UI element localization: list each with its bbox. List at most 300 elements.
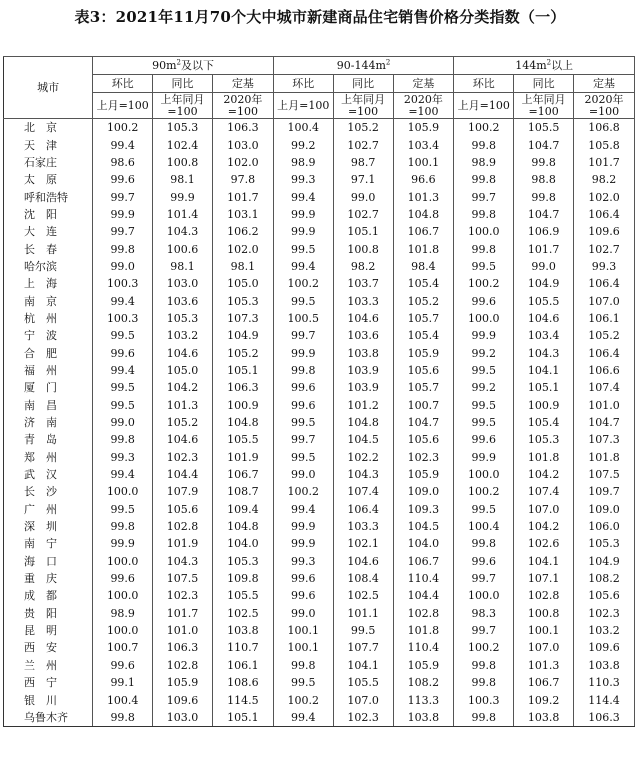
index-value: 99.2 (273, 136, 333, 153)
table-row (4, 136, 635, 153)
table-row (4, 414, 635, 431)
table-row (4, 206, 635, 223)
city-name: 哈尔滨 (4, 258, 93, 275)
index-value: 100.2 (273, 691, 333, 708)
index-value: 105.9 (153, 674, 213, 691)
group-header: $90-144m^2$ (273, 57, 454, 75)
index-value: 97.8 (212, 171, 273, 188)
table-row (4, 553, 635, 570)
index-value: 103.2 (153, 327, 213, 344)
index-value: 102.4 (153, 136, 213, 153)
index-value: 100.0 (93, 483, 153, 500)
index-value: 99.3 (93, 449, 153, 466)
index-value: 100.2 (454, 119, 514, 137)
index-value: 99.3 (574, 258, 635, 275)
city-name: 南 昌 (4, 397, 93, 414)
city-name: 石家庄 (4, 154, 93, 171)
index-value: 104.7 (514, 206, 574, 223)
index-value: 106.7 (212, 466, 273, 483)
base-header: 上年同月 =100 (153, 93, 213, 119)
index-value: 107.0 (514, 639, 574, 656)
index-value: 103.0 (153, 275, 213, 292)
index-value: 104.6 (514, 310, 574, 327)
index-value: 100.9 (514, 397, 574, 414)
index-value: 104.8 (333, 414, 393, 431)
index-value: 105.3 (574, 535, 635, 552)
index-value: 109.6 (574, 639, 635, 656)
index-value: 102.8 (514, 587, 574, 604)
index-value: 104.9 (574, 553, 635, 570)
index-value: 108.4 (333, 570, 393, 587)
index-value: 98.3 (454, 605, 514, 622)
city-name: 武 汉 (4, 466, 93, 483)
index-value: 99.4 (93, 292, 153, 309)
index-value: 99.8 (93, 431, 153, 448)
index-value: 105.1 (514, 379, 574, 396)
table-row (4, 691, 635, 708)
index-value: 99.5 (273, 292, 333, 309)
index-value: 102.3 (574, 605, 635, 622)
index-value: 105.5 (212, 587, 273, 604)
index-value: 99.5 (454, 414, 514, 431)
index-value: 99.8 (273, 657, 333, 674)
city-name: 济 南 (4, 414, 93, 431)
city-name: 海 口 (4, 553, 93, 570)
city-column-header: 城市 (4, 57, 93, 119)
index-value: 109.6 (574, 223, 635, 240)
index-value: 104.7 (574, 414, 635, 431)
index-value: 106.0 (574, 518, 635, 535)
index-value: 107.5 (574, 466, 635, 483)
index-value: 99.8 (454, 206, 514, 223)
index-value: 108.2 (574, 570, 635, 587)
index-value: 99.6 (273, 587, 333, 604)
group-header: $144m^2$以上 (454, 57, 635, 75)
index-value: 99.8 (454, 136, 514, 153)
index-value: 103.8 (333, 344, 393, 361)
city-name: 沈 阳 (4, 206, 93, 223)
table-row (4, 240, 635, 257)
index-value: 99.8 (454, 171, 514, 188)
index-value: 99.9 (273, 206, 333, 223)
index-value: 105.4 (393, 327, 454, 344)
index-value: 99.8 (454, 657, 514, 674)
index-value: 100.2 (273, 275, 333, 292)
sub-header: 环比 (93, 75, 153, 93)
index-value: 106.4 (574, 344, 635, 361)
index-value: 101.7 (574, 154, 635, 171)
index-value: 99.4 (93, 136, 153, 153)
index-value: 100.8 (153, 154, 213, 171)
city-name: 杭 州 (4, 310, 93, 327)
city-name: 合 肥 (4, 344, 93, 361)
index-value: 107.0 (514, 501, 574, 518)
index-value: 102.1 (333, 535, 393, 552)
index-value: 109.2 (514, 691, 574, 708)
city-name: 呼和浩特 (4, 188, 93, 205)
index-value: 99.9 (273, 344, 333, 361)
sub-header: 环比 (273, 75, 333, 93)
index-value: 100.2 (273, 483, 333, 500)
base-header: 上月=100 (273, 93, 333, 119)
index-value: 105.9 (393, 119, 454, 137)
index-value: 100.0 (93, 587, 153, 604)
index-value: 102.8 (153, 518, 213, 535)
index-value: 109.0 (393, 483, 454, 500)
city-name: 南 宁 (4, 535, 93, 552)
index-value: 106.8 (574, 119, 635, 137)
index-value: 104.6 (333, 310, 393, 327)
index-value: 102.5 (333, 587, 393, 604)
index-value: 98.1 (153, 258, 213, 275)
index-value: 101.9 (153, 535, 213, 552)
base-header: 上月=100 (93, 93, 153, 119)
index-value: 103.4 (393, 136, 454, 153)
index-value: 99.8 (93, 709, 153, 727)
table-row (4, 258, 635, 275)
index-value: 101.3 (153, 397, 213, 414)
index-value: 110.7 (212, 639, 273, 656)
index-value: 104.3 (153, 553, 213, 570)
index-value: 100.1 (393, 154, 454, 171)
index-value: 100.0 (454, 587, 514, 604)
index-value: 99.0 (333, 188, 393, 205)
index-value: 99.9 (273, 518, 333, 535)
index-value: 107.4 (514, 483, 574, 500)
index-value: 99.5 (93, 327, 153, 344)
index-value: 106.3 (212, 379, 273, 396)
index-value: 97.1 (333, 171, 393, 188)
index-value: 106.7 (393, 223, 454, 240)
index-value: 101.0 (153, 622, 213, 639)
index-value: 102.3 (153, 587, 213, 604)
index-value: 113.3 (393, 691, 454, 708)
index-value: 106.6 (574, 362, 635, 379)
index-value: 106.9 (514, 223, 574, 240)
index-value: 99.6 (93, 657, 153, 674)
index-value: 110.4 (393, 570, 454, 587)
index-value: 103.8 (393, 709, 454, 727)
index-value: 114.4 (574, 691, 635, 708)
table-row (4, 397, 635, 414)
city-name: 银 川 (4, 691, 93, 708)
index-value: 98.9 (273, 154, 333, 171)
index-value: 101.9 (212, 449, 273, 466)
index-value: 105.7 (393, 379, 454, 396)
index-value: 104.9 (212, 327, 273, 344)
index-value: 104.7 (393, 414, 454, 431)
index-value: 99.6 (93, 344, 153, 361)
index-value: 109.7 (574, 483, 635, 500)
index-value: 99.6 (273, 379, 333, 396)
index-value: 99.7 (93, 223, 153, 240)
index-value: 99.4 (273, 258, 333, 275)
index-value: 107.4 (574, 379, 635, 396)
index-value: 103.8 (212, 622, 273, 639)
index-value: 100.5 (273, 310, 333, 327)
index-value: 108.2 (393, 674, 454, 691)
city-name: 昆 明 (4, 622, 93, 639)
table-row (4, 587, 635, 604)
index-value: 100.2 (454, 639, 514, 656)
table-row (4, 535, 635, 552)
index-value: 100.3 (93, 275, 153, 292)
index-value: 99.2 (454, 344, 514, 361)
index-value: 102.0 (574, 188, 635, 205)
base-header: 上年同月 =100 (333, 93, 393, 119)
index-value: 101.1 (333, 605, 393, 622)
table-row (4, 570, 635, 587)
table-row (4, 501, 635, 518)
table-row (4, 431, 635, 448)
index-value: 107.0 (574, 292, 635, 309)
index-value: 107.3 (574, 431, 635, 448)
index-value: 99.7 (93, 188, 153, 205)
table-row (4, 657, 635, 674)
index-value: 105.6 (153, 501, 213, 518)
index-value: 104.8 (393, 206, 454, 223)
index-value: 102.7 (574, 240, 635, 257)
city-name: 重 庆 (4, 570, 93, 587)
table-row (4, 327, 635, 344)
index-value: 99.8 (514, 188, 574, 205)
index-value: 99.3 (273, 553, 333, 570)
index-value: 106.1 (212, 657, 273, 674)
index-value: 105.2 (574, 327, 635, 344)
index-value: 99.6 (273, 397, 333, 414)
index-value: 108.6 (212, 674, 273, 691)
table-row (4, 223, 635, 240)
city-name: 深 圳 (4, 518, 93, 535)
index-value: 104.3 (514, 344, 574, 361)
index-value: 99.0 (93, 414, 153, 431)
index-value: 99.6 (93, 171, 153, 188)
index-value: 102.3 (333, 709, 393, 727)
index-value: 99.9 (273, 535, 333, 552)
index-value: 103.7 (333, 275, 393, 292)
index-value: 101.7 (514, 240, 574, 257)
index-value: 107.3 (212, 310, 273, 327)
index-value: 101.8 (393, 622, 454, 639)
index-value: 99.6 (454, 431, 514, 448)
index-value: 105.2 (153, 414, 213, 431)
table-row (4, 622, 635, 639)
index-value: 100.4 (273, 119, 333, 137)
index-value: 99.4 (273, 501, 333, 518)
index-value: 105.5 (514, 119, 574, 137)
index-value: 107.1 (514, 570, 574, 587)
index-value: 98.2 (574, 171, 635, 188)
index-value: 99.9 (273, 223, 333, 240)
index-value: 103.0 (212, 136, 273, 153)
table-row (4, 639, 635, 656)
index-value: 105.2 (393, 292, 454, 309)
index-value: 104.8 (212, 414, 273, 431)
index-value: 104.7 (514, 136, 574, 153)
index-value: 98.7 (333, 154, 393, 171)
index-value: 99.4 (273, 709, 333, 727)
sub-header: 定基 (212, 75, 273, 93)
index-value: 99.8 (454, 674, 514, 691)
index-value: 100.1 (514, 622, 574, 639)
table-row (4, 674, 635, 691)
index-value: 102.2 (333, 449, 393, 466)
index-value: 99.6 (454, 553, 514, 570)
table-row (4, 275, 635, 292)
city-name: 广 州 (4, 501, 93, 518)
table-row (4, 605, 635, 622)
index-value: 98.2 (333, 258, 393, 275)
index-value: 104.6 (153, 344, 213, 361)
index-value: 105.1 (212, 709, 273, 727)
sub-header: 同比 (153, 75, 213, 93)
index-value: 105.2 (212, 344, 273, 361)
index-value: 106.4 (574, 275, 635, 292)
index-value: 99.8 (93, 518, 153, 535)
index-value: 99.8 (454, 709, 514, 727)
index-value: 110.3 (574, 674, 635, 691)
index-value: 100.0 (93, 622, 153, 639)
index-value: 105.1 (333, 223, 393, 240)
index-value: 109.3 (393, 501, 454, 518)
city-name: 宁 波 (4, 327, 93, 344)
index-value: 99.7 (454, 188, 514, 205)
index-value: 105.1 (212, 362, 273, 379)
city-name: 北 京 (4, 119, 93, 137)
index-value: 99.6 (93, 570, 153, 587)
city-name: 西 安 (4, 639, 93, 656)
index-value: 99.1 (93, 674, 153, 691)
index-value: 106.7 (514, 674, 574, 691)
index-value: 107.0 (333, 691, 393, 708)
index-value: 105.7 (393, 310, 454, 327)
table-row (4, 483, 635, 500)
table-row (4, 171, 635, 188)
index-value: 105.3 (153, 119, 213, 137)
index-value: 99.8 (454, 535, 514, 552)
index-value: 104.1 (514, 362, 574, 379)
table-row (4, 518, 635, 535)
index-value: 100.9 (212, 397, 273, 414)
city-name: 长 春 (4, 240, 93, 257)
index-value: 106.4 (574, 206, 635, 223)
index-value: 104.0 (393, 535, 454, 552)
index-value: 105.4 (393, 275, 454, 292)
index-value: 105.9 (393, 466, 454, 483)
base-header: 2020年 =100 (574, 93, 635, 119)
price-index-table (3, 56, 635, 727)
index-value: 101.8 (574, 449, 635, 466)
index-value: 104.9 (514, 275, 574, 292)
index-value: 99.9 (454, 327, 514, 344)
index-value: 98.1 (153, 171, 213, 188)
index-value: 104.4 (393, 587, 454, 604)
index-value: 107.5 (153, 570, 213, 587)
index-value: 108.7 (212, 483, 273, 500)
index-value: 100.3 (454, 691, 514, 708)
index-value: 99.5 (273, 449, 333, 466)
index-value: 100.8 (333, 240, 393, 257)
index-value: 101.8 (514, 449, 574, 466)
index-value: 99.5 (454, 258, 514, 275)
index-value: 114.5 (212, 691, 273, 708)
city-name: 西 宁 (4, 674, 93, 691)
index-value: 98.1 (212, 258, 273, 275)
city-name: 兰 州 (4, 657, 93, 674)
city-name: 天 津 (4, 136, 93, 153)
index-value: 99.5 (454, 362, 514, 379)
index-value: 101.8 (393, 240, 454, 257)
index-value: 101.0 (574, 397, 635, 414)
base-header: 2020年 =100 (212, 93, 273, 119)
index-value: 104.2 (153, 379, 213, 396)
index-value: 100.7 (93, 639, 153, 656)
index-value: 105.5 (514, 292, 574, 309)
index-value: 105.3 (153, 310, 213, 327)
city-name: 长 沙 (4, 483, 93, 500)
base-header: 上月=100 (454, 93, 514, 119)
index-value: 102.0 (212, 240, 273, 257)
index-value: 104.8 (212, 518, 273, 535)
index-value: 104.1 (333, 657, 393, 674)
index-value: 99.0 (514, 258, 574, 275)
index-value: 109.6 (153, 691, 213, 708)
index-value: 104.0 (212, 535, 273, 552)
index-value: 103.0 (153, 709, 213, 727)
index-value: 99.5 (93, 379, 153, 396)
index-value: 104.4 (153, 466, 213, 483)
index-value: 102.6 (514, 535, 574, 552)
index-value: 106.3 (153, 639, 213, 656)
index-value: 98.4 (393, 258, 454, 275)
index-value: 101.2 (333, 397, 393, 414)
index-value: 104.5 (333, 431, 393, 448)
index-value: 103.9 (333, 379, 393, 396)
index-value: 99.5 (273, 674, 333, 691)
index-value: 102.8 (393, 605, 454, 622)
index-value: 99.7 (273, 327, 333, 344)
index-value: 103.3 (333, 292, 393, 309)
index-value: 96.6 (393, 171, 454, 188)
index-value: 100.0 (454, 310, 514, 327)
index-value: 99.0 (273, 605, 333, 622)
city-name: 贵 阳 (4, 605, 93, 622)
index-value: 102.7 (333, 206, 393, 223)
table-row (4, 119, 635, 137)
index-value: 104.6 (153, 431, 213, 448)
index-value: 105.5 (333, 674, 393, 691)
base-header: 2020年 =100 (393, 93, 454, 119)
index-value: 99.8 (273, 362, 333, 379)
index-value: 99.3 (273, 171, 333, 188)
index-value: 105.4 (514, 414, 574, 431)
index-value: 100.2 (454, 275, 514, 292)
table-row (4, 154, 635, 171)
city-name: 福 州 (4, 362, 93, 379)
index-value: 99.2 (454, 379, 514, 396)
index-value: 106.7 (393, 553, 454, 570)
index-value: 100.1 (273, 622, 333, 639)
page-title: 表3：2021年11月70个大中城市新建商品住宅销售价格分类指数（一） (74, 8, 566, 26)
table-row (4, 449, 635, 466)
index-value: 99.7 (454, 570, 514, 587)
table-row (4, 188, 635, 205)
index-value: 109.4 (212, 501, 273, 518)
index-value: 99.9 (93, 535, 153, 552)
sub-header: 定基 (574, 75, 635, 93)
index-value: 98.9 (454, 154, 514, 171)
index-value: 98.6 (93, 154, 153, 171)
